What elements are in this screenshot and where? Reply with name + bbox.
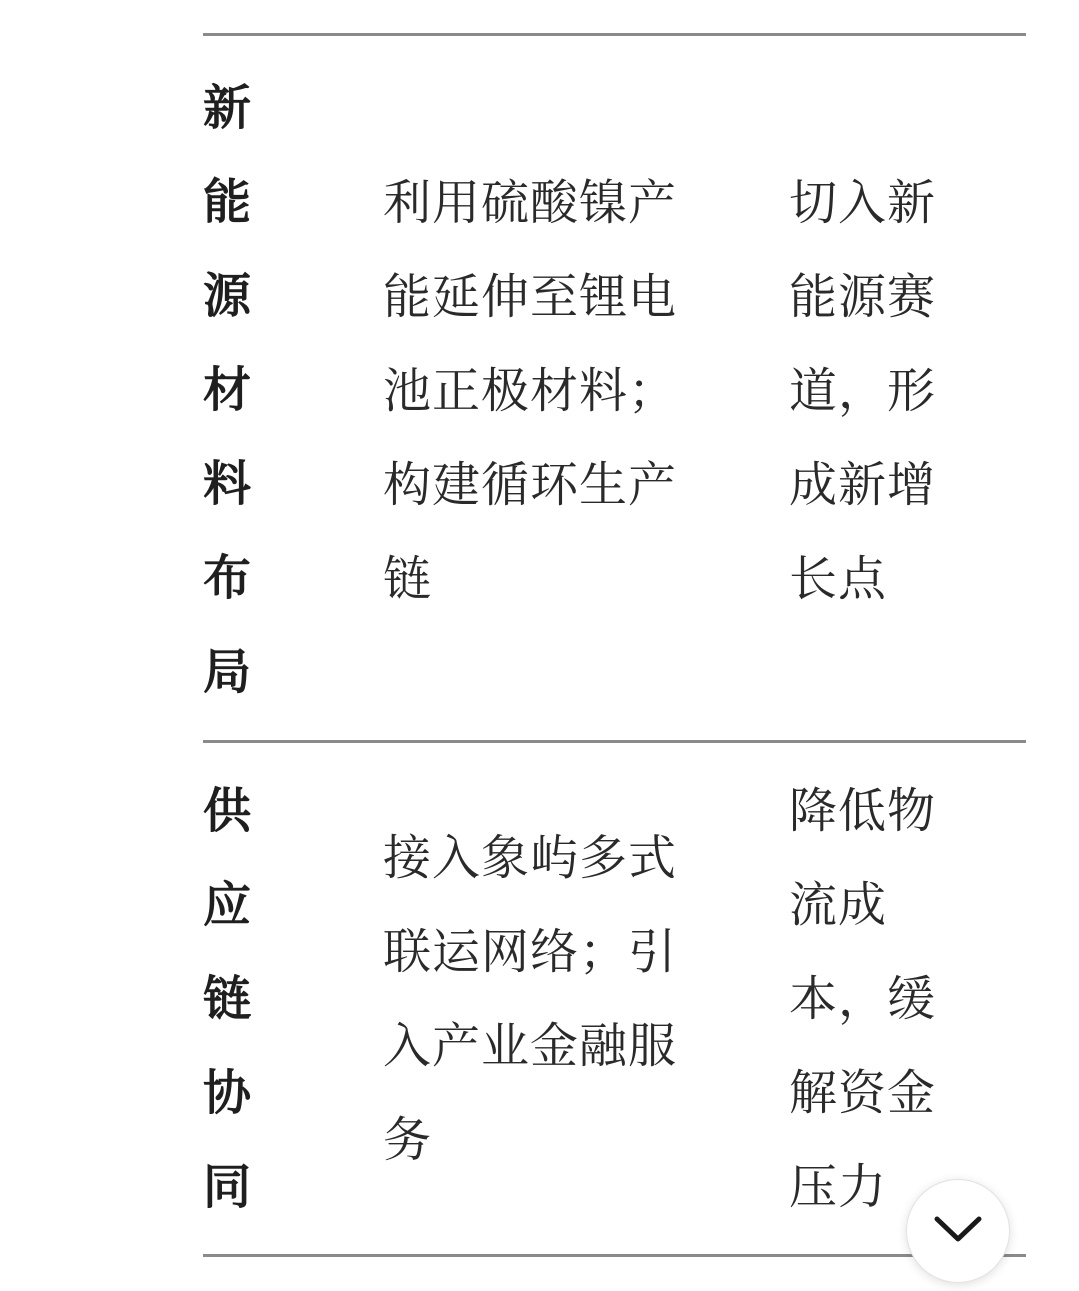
scroll-down-button[interactable] <box>906 1179 1010 1283</box>
row-effect: 降低物流成本，缓解资金压力 <box>789 782 937 1215</box>
table-row <box>203 743 1026 1254</box>
row-category: 新能源材料布局 <box>203 80 253 700</box>
row-category: 供应链协同 <box>203 782 253 1215</box>
content-table <box>203 33 1026 1257</box>
row-measures: 利用硫酸镍产能延伸至锂电池正极材料；构建循环生产链 <box>383 175 678 607</box>
table-divider-bottom <box>203 1254 1026 1257</box>
table-row <box>203 36 1026 740</box>
row-measures: 接入象屿多式联运网络；引入产业金融服务 <box>383 829 678 1168</box>
row-effect: 切入新能源赛道，形成新增长点 <box>789 175 937 607</box>
chevron-down-icon <box>933 1214 983 1248</box>
